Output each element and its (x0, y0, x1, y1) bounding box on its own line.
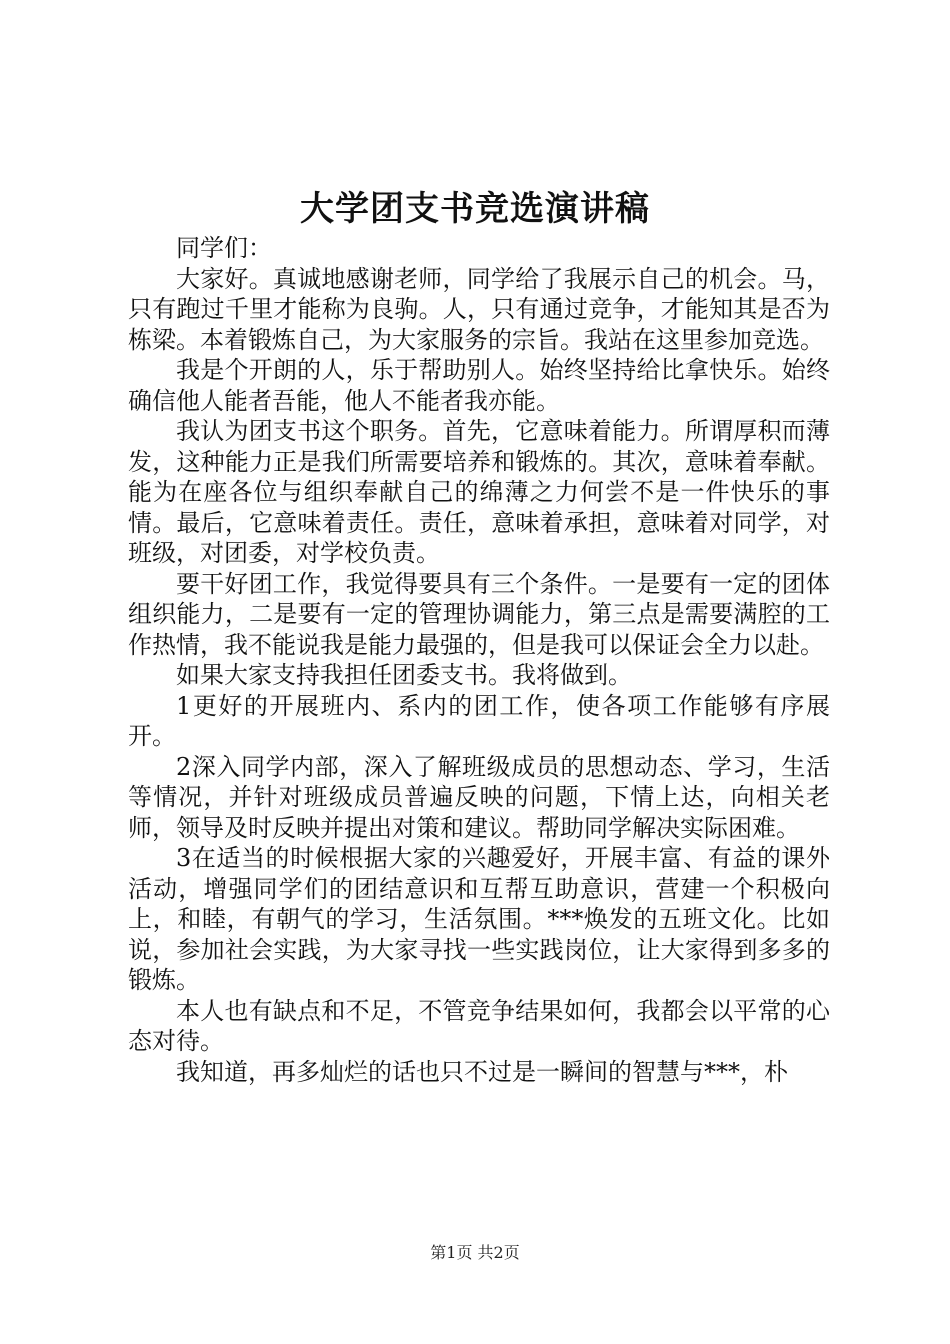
paragraph: 我知道，再多灿烂的话也只不过是一瞬间的智慧与***，朴 (176, 1057, 788, 1086)
list-item-2: 2深入同学内部，深入了解班级成员的思想动态、学习，生活等情况，并针对班级成员普遍反映的问题，下情上达，向相关老师，领导及时反映并提出对策和建议。帮助同学解决实际困难。 (128, 752, 830, 842)
paragraph: 要干好团工作，我觉得要具有三个条件。一是要有一定的团体组织能力，二是要有一定的管理协调能力，第三点是需要满腔的工作热情，我不能说我是能力最强的，但是我可以保证会全力以赴。 (128, 569, 830, 659)
paragraph: 我是个开朗的人，乐于帮助别人。始终坚持给比拿快乐。始终确信他人能者吾能，他人不能者我亦能。 (128, 356, 830, 415)
paragraph-salutation: 同学们： (176, 234, 272, 262)
paragraph: 我认为团支书这个职务。首先，它意味着能力。所谓厚积而薄发，这种能力正是我们所需要培养和锻炼的。其次，意味着奉献。能为在座各位与组织奉献自己的绵薄之力何尝不是一件快乐的事情。最后，它意味着责任。责任，意味着承担，意味着对同学，对班级，对团委，对学校负责。 (128, 417, 830, 567)
document-title: 大学团支书竞选演讲稿 (300, 189, 650, 229)
paragraph: 如果大家支持我担任团委支书。我将做到。 (176, 661, 632, 689)
paragraph: 本人也有缺点和不足，不管竞争结果如何，我都会以平常的心态对待。 (128, 996, 830, 1055)
page-number-footer: 第1页 共2页 (430, 1243, 520, 1262)
list-item-1: 1更好的开展班内、系内的团工作，使各项工作能够有序展开。 (128, 691, 830, 750)
list-item-3: 3在适当的时候根据大家的兴趣爱好，开展丰富、有益的课外活动，增强同学们的团结意识和互帮互助意识，营建一个积极向上，和睦，有朝气的学习，生活氛围。***焕发的五班文化。比如说，参加社会实践，为大家寻找一些实践岗位，让大家得到多多的锻炼。 (128, 844, 830, 994)
document-body (128, 233, 830, 1087)
paragraph: 大家好。真诚地感谢老师，同学给了我展示自己的机会。马，只有跑过千里才能称为良驹。人，只有通过竞争，才能知其是否为栋梁。本着锻炼自己，为大家服务的宗旨。我站在这里参加竞选。 (128, 264, 830, 354)
